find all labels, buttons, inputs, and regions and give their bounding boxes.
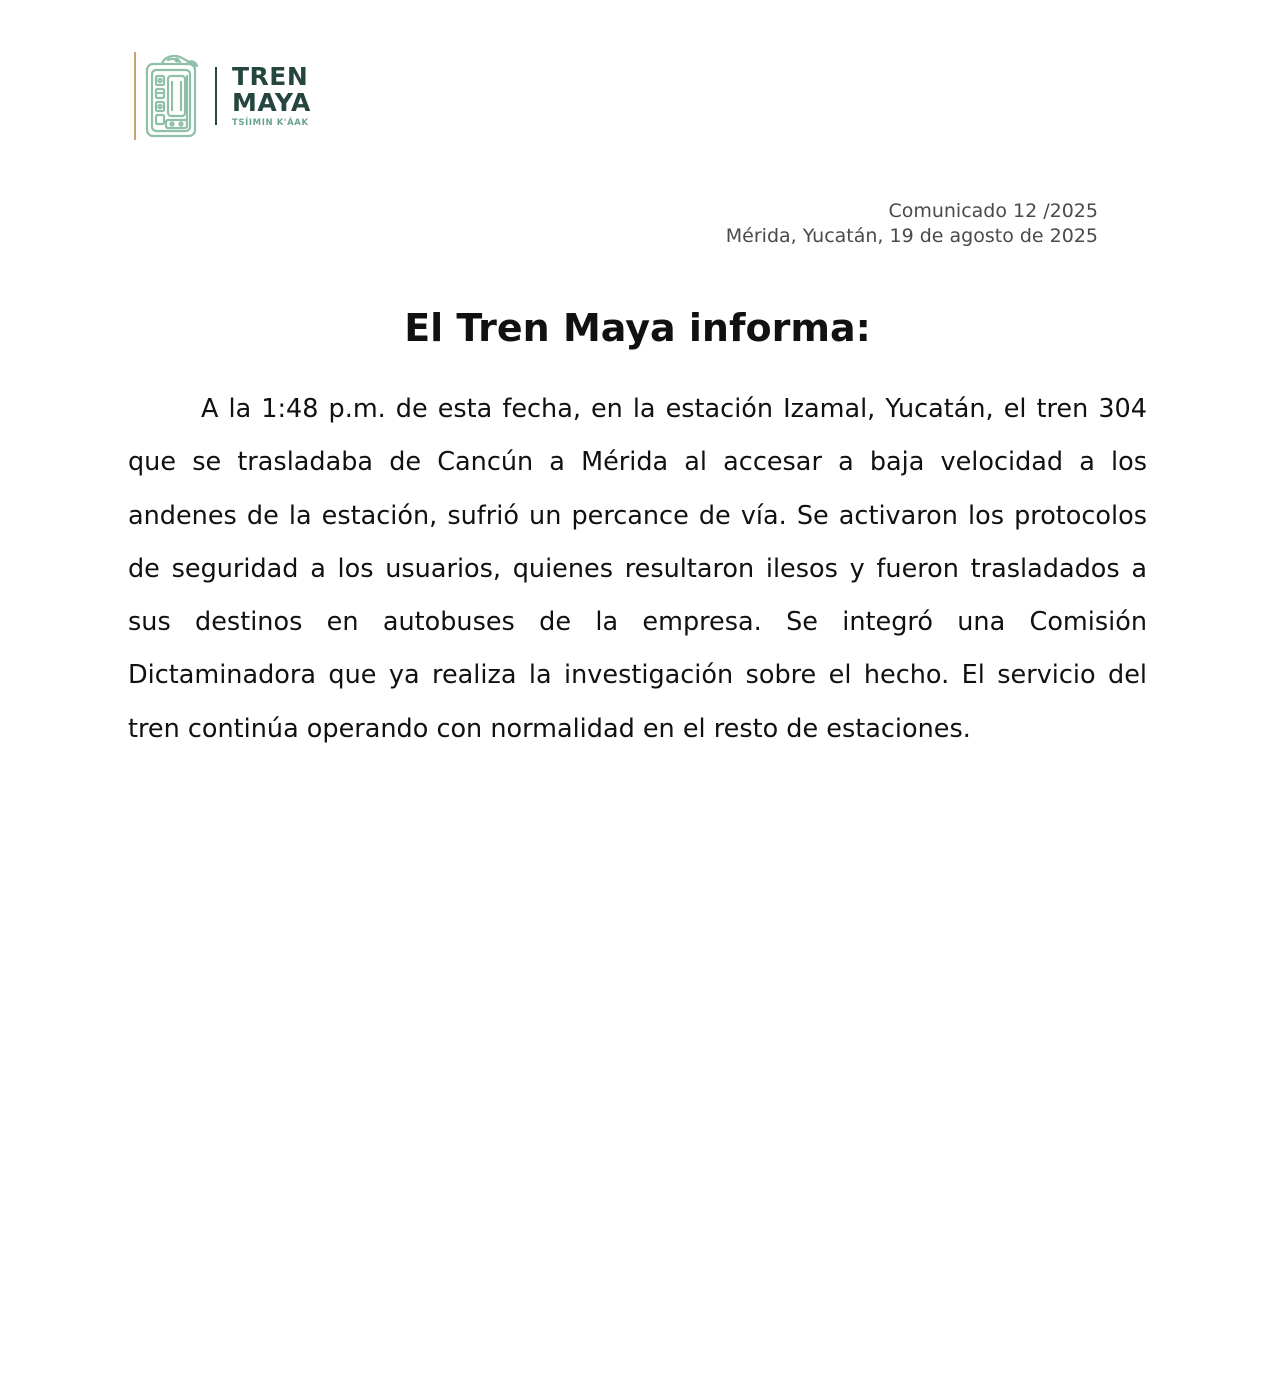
logo-line2: MAYA [232,88,311,118]
logo-line1: TREN [232,62,309,92]
logo-gold-bar [134,52,136,140]
communique-meta [726,199,1098,249]
place-date: Mérida, Yucatán, 19 de agosto de 2025 [725,225,1098,247]
header-logo [134,52,311,140]
logo-divider [215,67,217,125]
maya-glyph-icon [144,54,200,138]
logo-subtitle: TSÍIMIN K'ÁAK [232,118,309,129]
logo-wordmark [232,64,311,128]
body-paragraph: A la 1:48 p.m. de esta fecha, en la estación Izamal, Yucatán, el tren 304 que se trasladaba de Cancún a Mérida al accesar a baja velocidad a los andenes de la estación, sufrió un percance de vía. Se activaron los protocolos de seguridad a los usuarios, quienes resultaron ilesos y fueron trasladados a sus destinos en autobuses de la empresa. Se integró una Comisión Dictaminadora que ya realiza la investigación sobre el hecho. El servicio del tren continúa operando con normalidad en el resto de estaciones. [128,394,1147,744]
page-title: El Tren Maya informa: [404,306,871,350]
communique-number: Comunicado 12 /2025 [888,200,1098,222]
logo-emblem [134,52,200,140]
